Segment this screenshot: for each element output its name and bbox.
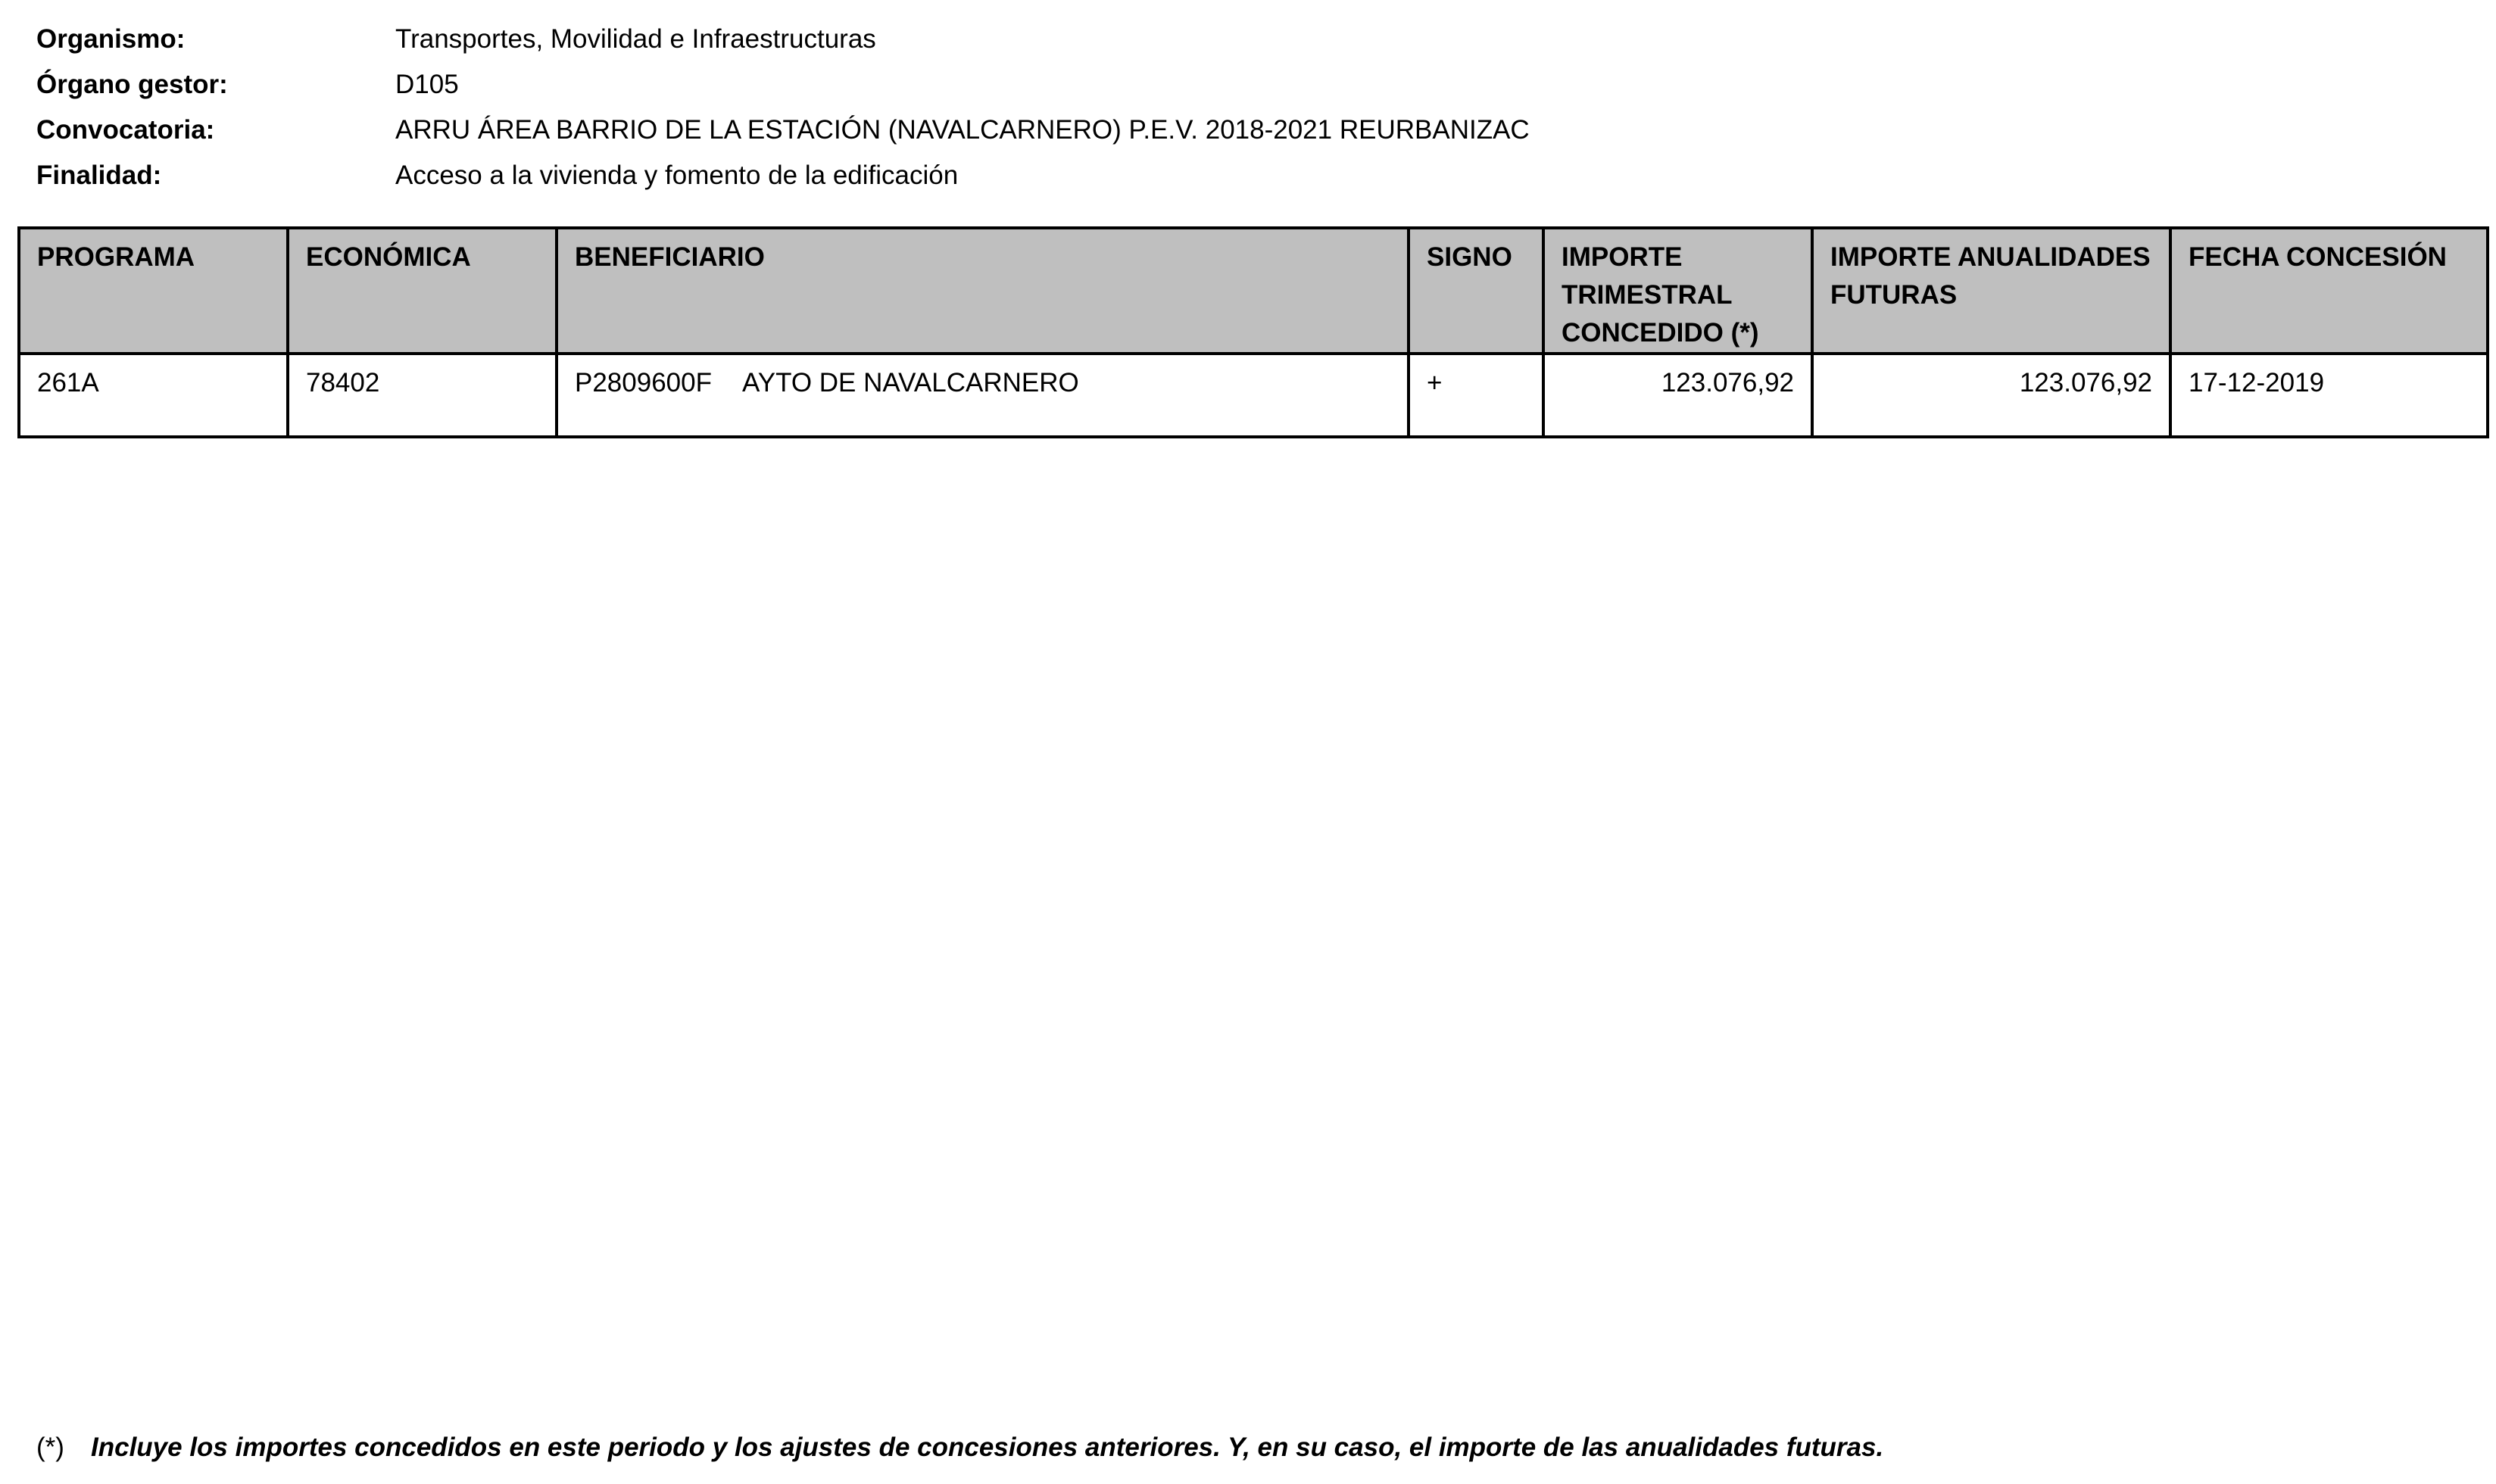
beneficiario-name: AYTO DE NAVALCARNERO	[741, 368, 1079, 398]
organo-gestor-value: D105	[395, 70, 459, 99]
cell-economica: 78402	[288, 354, 557, 437]
organismo-row	[36, 17, 2384, 62]
column-header-fecha-concesion: FECHA CONCESIÓN	[2170, 228, 2488, 354]
grants-table	[17, 226, 2489, 438]
cell-signo: +	[1409, 354, 1543, 437]
cell-beneficiario	[557, 354, 1409, 437]
footnote	[36, 1433, 1883, 1463]
finalidad-value: Acceso a la vivienda y fomento de la edificación	[395, 161, 959, 190]
convocatoria-label: Convocatoria:	[36, 115, 215, 145]
footnote-mark: (*)	[36, 1433, 64, 1462]
column-header-economica: ECONÓMICA	[288, 228, 557, 354]
table-header-row	[19, 228, 2488, 354]
finalidad-label: Finalidad:	[36, 161, 162, 190]
finalidad-row	[36, 153, 2384, 198]
column-header-importe-anualidades: IMPORTE ANUALIDADES FUTURAS	[1812, 228, 2170, 354]
convocatoria-row	[36, 108, 2384, 153]
organo-gestor-label: Órgano gestor:	[36, 70, 228, 99]
beneficiario-id: P2809600F	[575, 368, 712, 398]
organismo-label: Organismo:	[36, 24, 186, 54]
footnote-text: Incluye los importes concedidos en este periodo y los ajustes de concesiones anteriores. Y, en su caso, el importe de las anualidades futuras.	[91, 1433, 1884, 1462]
cell-importe-trimestral: 123.076,92	[1543, 354, 1812, 437]
column-header-beneficiario: BENEFICIARIO	[557, 228, 1409, 354]
column-header-signo: SIGNO	[1409, 228, 1543, 354]
table-row	[19, 354, 2488, 437]
organismo-value: Transportes, Movilidad e Infraestructuras	[395, 24, 876, 54]
column-header-importe-trimestral: IMPORTE TRIMESTRAL CONCEDIDO (*)	[1543, 228, 1812, 354]
cell-importe-anualidades: 123.076,92	[1812, 354, 2170, 437]
convocatoria-value: ARRU ÁREA BARRIO DE LA ESTACIÓN (NAVALCARNERO) P.E.V. 2018-2021 REURBANIZAC	[395, 115, 1530, 145]
column-header-programa: PROGRAMA	[19, 228, 288, 354]
cell-programa: 261A	[19, 354, 288, 437]
cell-fecha-concesion: 17-12-2019	[2170, 354, 2488, 437]
organo-gestor-row	[36, 62, 2384, 108]
document-header	[36, 17, 2384, 198]
